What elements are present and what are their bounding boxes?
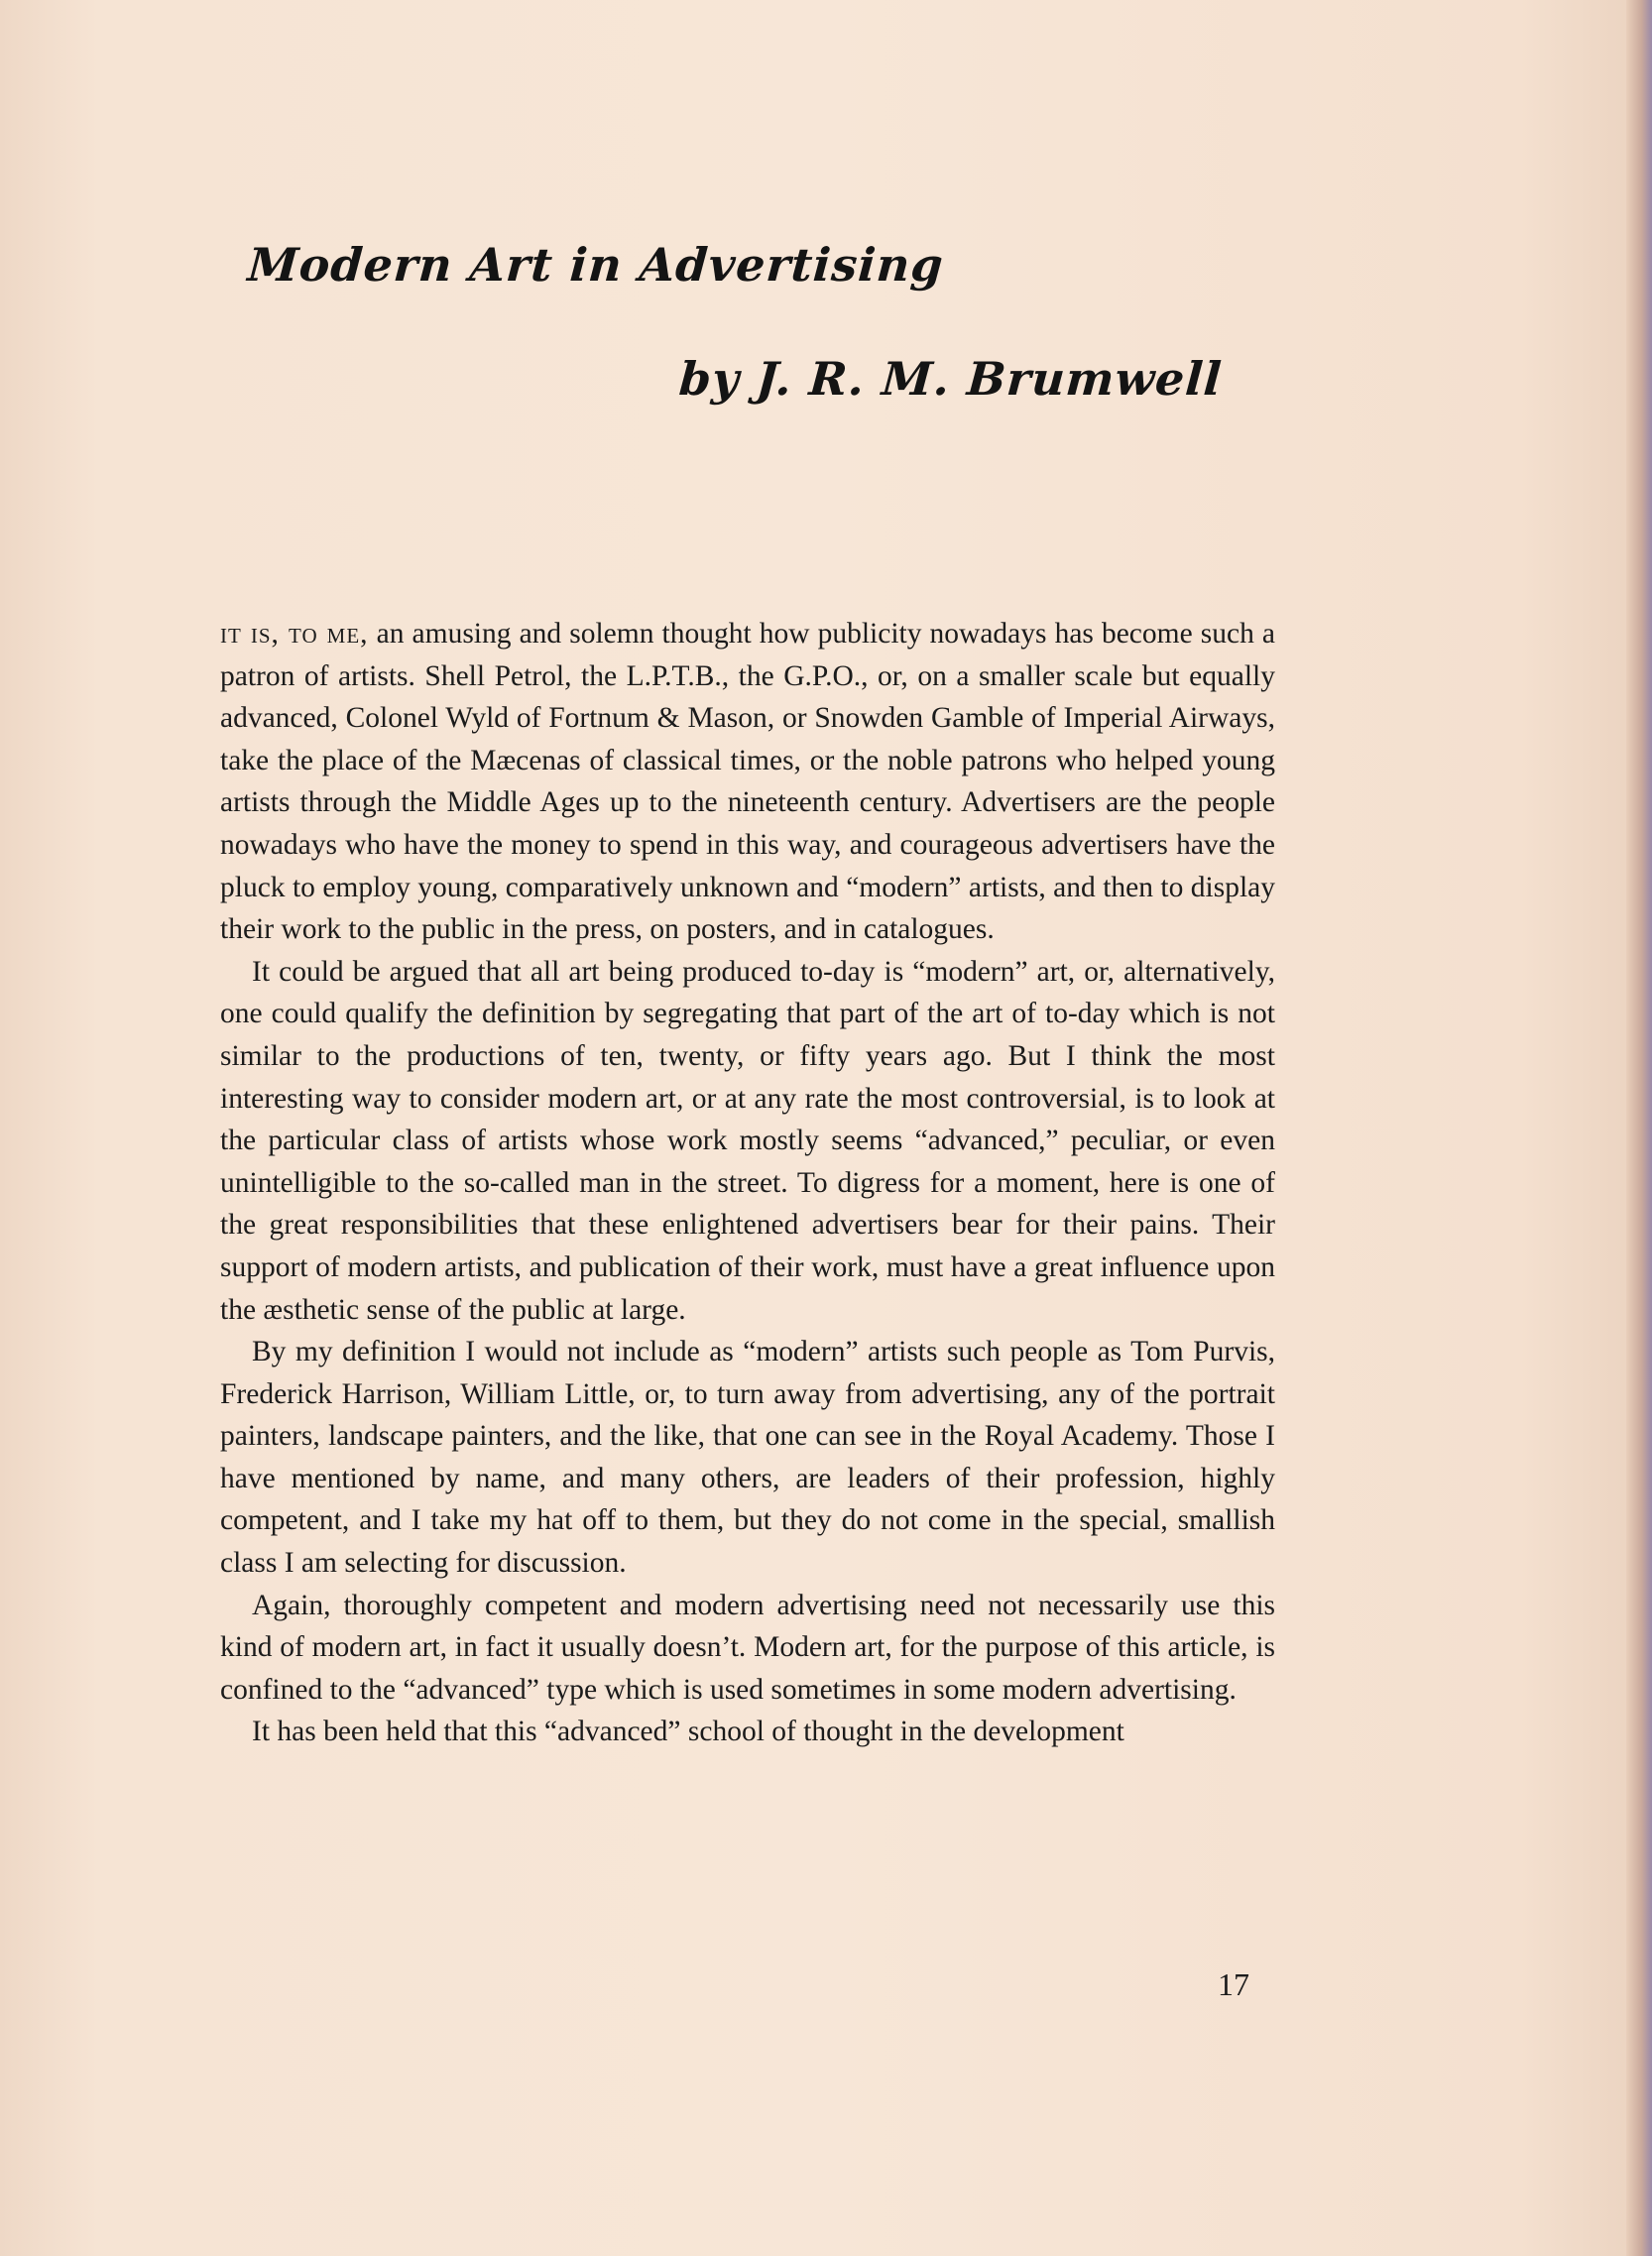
article-body (220, 613, 1275, 1753)
paragraph-5: It has been held that this “advanced” school of thought in the development (252, 1716, 1124, 1748)
article-byline: by J. R. M. Brumwell (677, 352, 1225, 406)
paragraph-4: Again, thoroughly competent and modern advertising need not necessarily use this kind of modern art, in fact it usually doesn’t. Modern art, for the purpose of this article, is confined to the “advanced” type which is used sometimes in some modern advertising. (220, 1589, 1275, 1706)
article-title: Modern Art in Advertising (246, 238, 946, 292)
paragraph-2: It could be argued that all art being produced to-day is “modern” art, or, alternatively, one could qualify the definition by segregating that part of the art of to-day which is not similar to the productions of ten, twenty, or fifty years ago. But I think the most interesting way to consider modern art, or at any rate the most controversial, is to look at the particular class of artists whose work mostly seems “advanced,” peculiar, or even unintelligible to the so-called man in the street. To digress for a moment, here is one of the great responsibilities that these enlightened advertisers bear for their pains. Their support of modern artists, and publication of their work, must have a great influence upon the æsthetic sense of the public at large. (220, 955, 1275, 1326)
opening-smallcaps: it is, to me, (220, 618, 369, 650)
paragraph-1 (220, 613, 1275, 951)
page-number: 17 (1218, 1966, 1249, 2002)
page-edge (1626, 0, 1652, 2256)
paragraph-3: By my definition I would not include as “modern” artists such people as Tom Purvis, Frederick Harrison, William Little, or, to turn away from advertising, any of the portrait painters, landscape painters, and the like, that one can see in the Royal Academy. Those I have mentioned by name, and many others, are leaders of their profession, highly competent, and I take my hat off to them, but they do not come in the special, smallish class I am selecting for discussion. (220, 1336, 1275, 1580)
paragraph-1-text: an amusing and solemn thought how publicity nowadays has become such a patron of artists. Shell Petrol, the L.P.T.B., the G.P.O., or, on a smaller scale but equally advanced, Colonel Wyld of Fortnum & Mason, or Snowden Gamble of Imperial Airways, take the place of the Mæcenas of classical times, or the noble patrons who helped young artists through the Middle Ages up to the nineteenth century. Advertisers are the people nowadays who have the money to spend in this way, and courageous advertisers have the pluck to employ young, comparatively unknown and “modern” artists, and then to display their work to the public in the press, on posters, and in catalogues. (220, 618, 1275, 946)
